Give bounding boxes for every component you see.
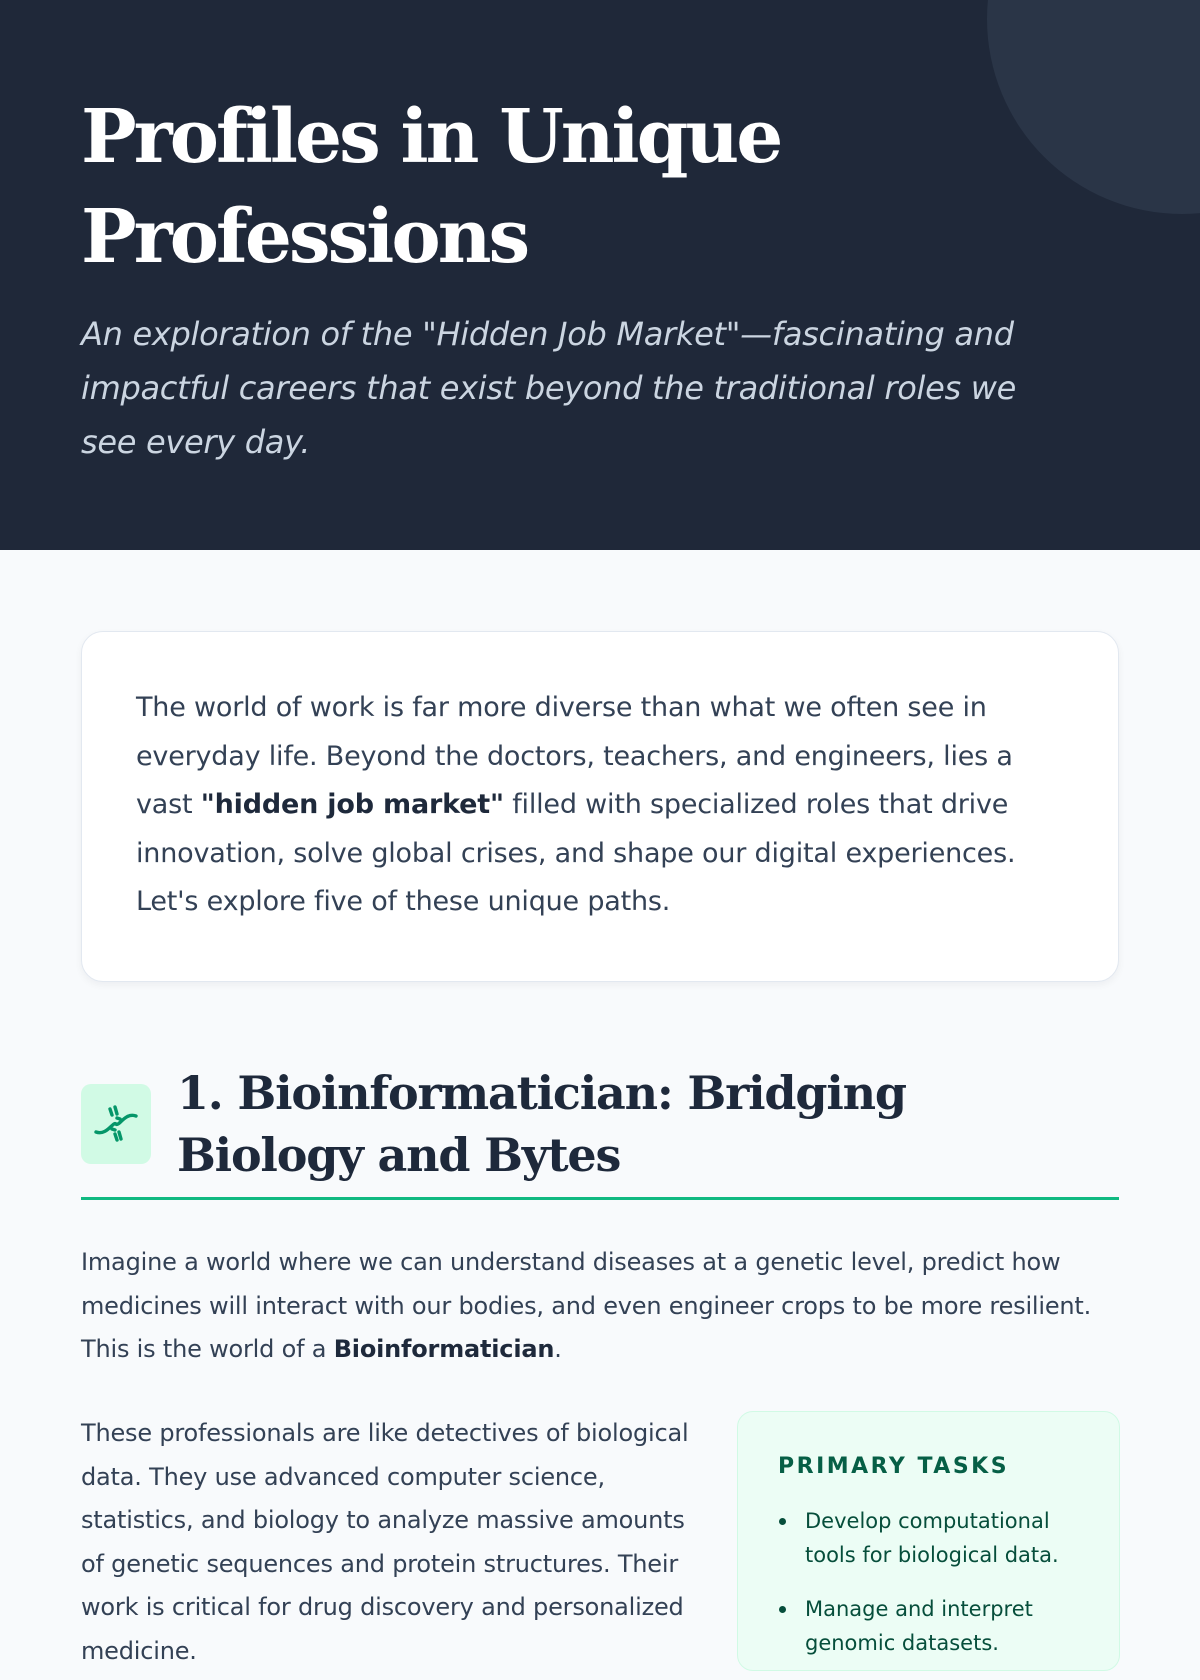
section-heading-bioinformatician: 1. Bioinformatician: Bridging Biology and Bytes bbox=[177, 1066, 906, 1182]
section-lead-paragraph bbox=[81, 1241, 1126, 1372]
list-item: Develop computational tools for biological data. bbox=[805, 1504, 1105, 1572]
dna-icon bbox=[81, 1084, 151, 1164]
lead-text-start: Imagine a world where we can understand diseases at a genetic level, predict how medicines will interact with our bodies, and even engineer crops to be more resilient. This is the world of a bbox=[81, 1248, 1092, 1363]
primary-tasks-card bbox=[737, 1411, 1120, 1671]
hero-banner bbox=[0, 0, 1200, 550]
intro-text-end: filled with specialized roles that drive innovation, solve global crises, and shape our digital experiences. Let's explore five of these unique paths. bbox=[136, 789, 1016, 917]
page-title: Profiles in Unique Professions bbox=[81, 94, 781, 280]
dna-icon-graphic bbox=[89, 1097, 143, 1151]
intro-paragraph bbox=[136, 684, 1066, 927]
list-item: Manage and interpret genomic datasets. bbox=[805, 1592, 1105, 1660]
intro-text-start: The world of work is far more diverse than what we often see in everyday life. Beyond the doctors, teachers, and engineers, lies a vast bbox=[136, 692, 1013, 820]
section-divider bbox=[81, 1197, 1119, 1200]
lead-text-end: . bbox=[554, 1335, 562, 1363]
lead-profession-name: Bioinformatician bbox=[333, 1335, 555, 1363]
primary-tasks-list bbox=[805, 1504, 1105, 1680]
intro-highlight: "hidden job market" bbox=[200, 789, 504, 820]
section-body-paragraph: These professionals are like detectives of biological data. They use advanced computer science, statistics, and biology to analyze massive amounts of genetic sequences and protein structures. Their work is critical for drug discovery and personalized medicine. bbox=[81, 1419, 689, 1665]
primary-tasks-title: PRIMARY TASKS bbox=[778, 1454, 1010, 1479]
page-subtitle: An exploration of the "Hidden Job Market"—fascinating and impactful careers that exist beyond the traditional roles we see every day. bbox=[81, 315, 1017, 461]
decorative-circle bbox=[987, 0, 1200, 214]
intro-card bbox=[81, 631, 1119, 982]
